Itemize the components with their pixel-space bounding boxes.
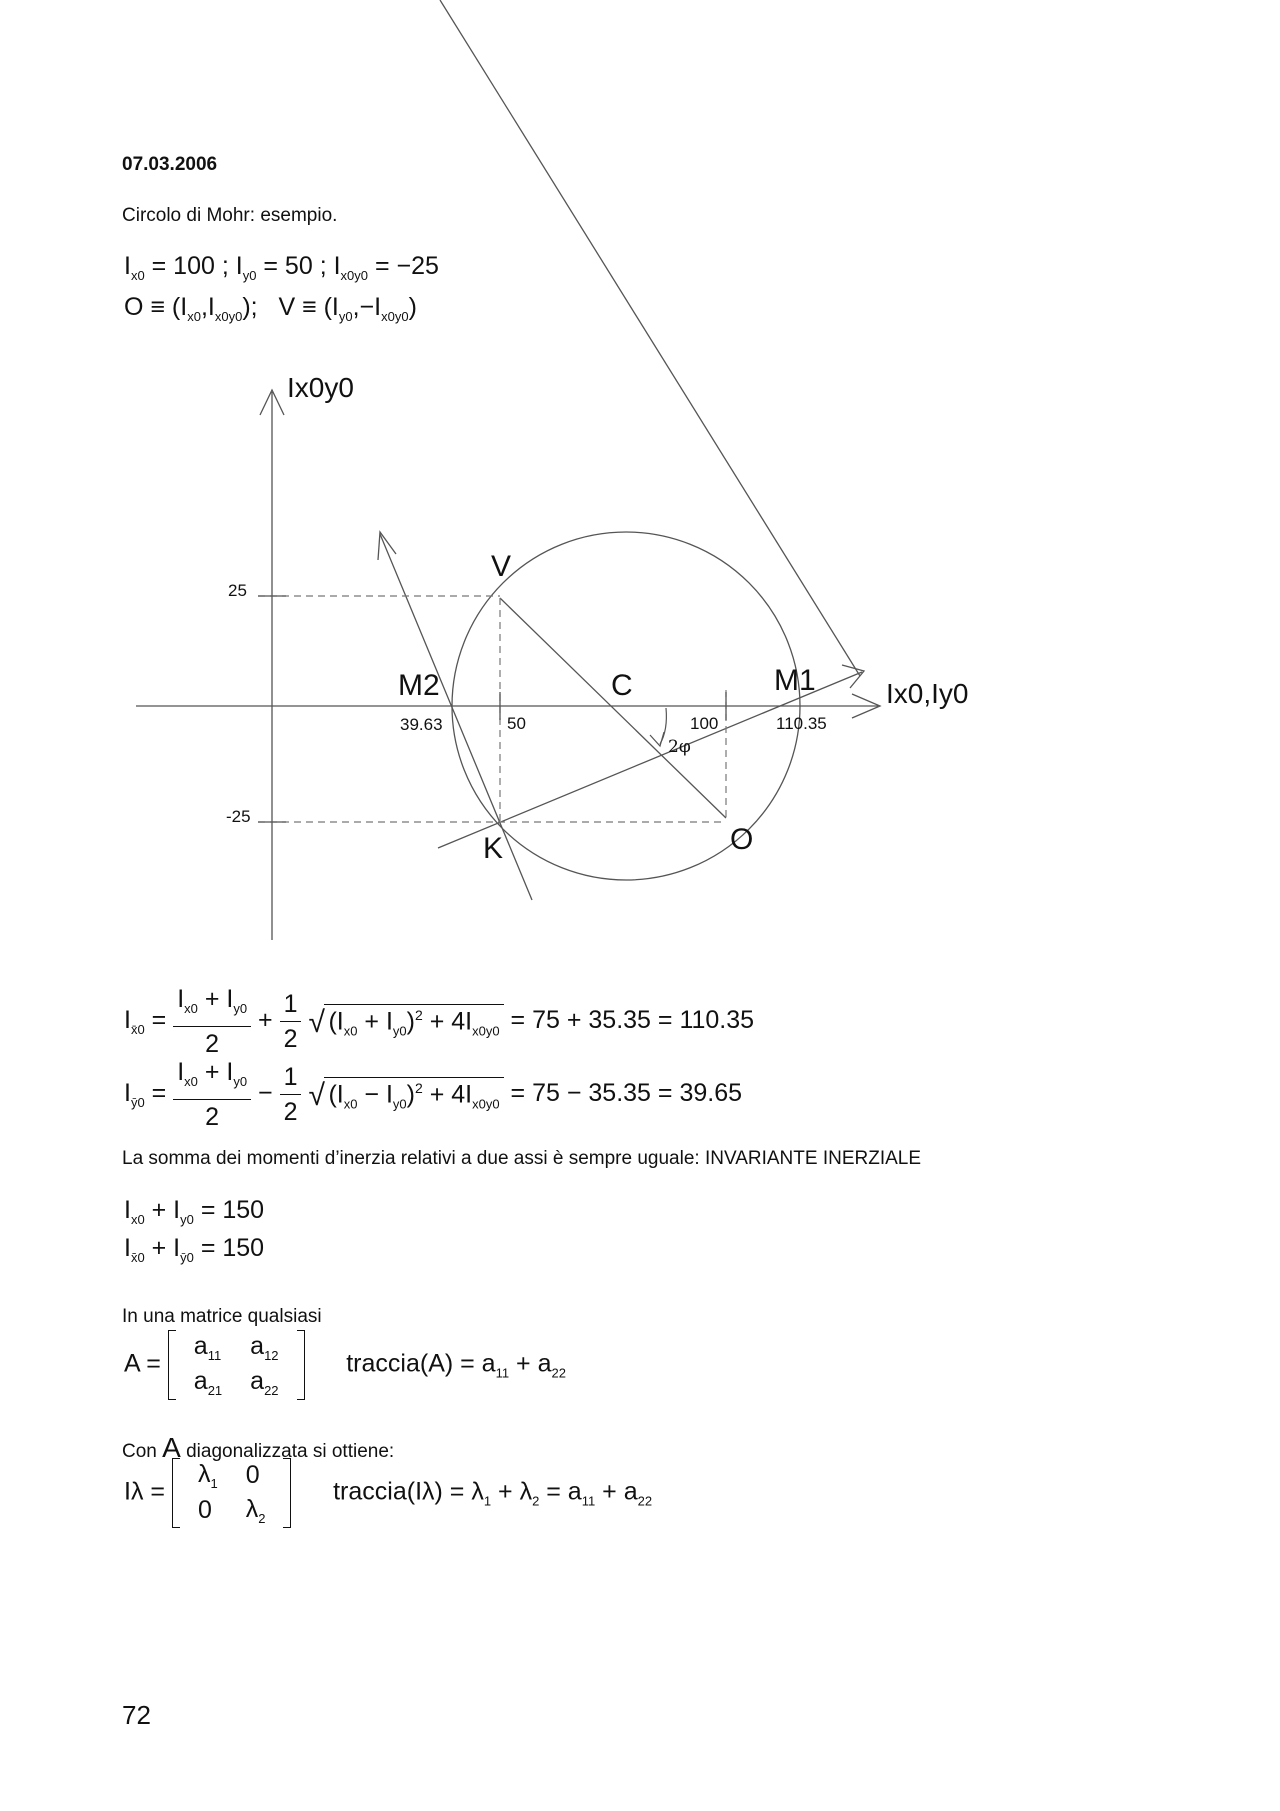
point-c-label: C <box>611 669 633 702</box>
tick-label-25: 25 <box>228 581 247 600</box>
sum-line-2: $I_{x̄0} + I_{ȳ0} = 150$ <box>124 1234 265 1265</box>
invariant-statement: La somma dei momenti d’inerzia relativi a due assi è sempre uguale: INVARIANTE INERZIALE <box>122 1148 922 1169</box>
matrix-a: $a_{11}$ $a_{12}$ $a_{21}$ $a_{22}$ <box>168 1330 305 1400</box>
matrix-intro: In una matrice qualsiasi <box>122 1306 322 1327</box>
formula-iy-min: $I_{ȳ0}$ = $\frac{I_{x0} + I_{y0}}{2}$ − $\frac{1}{2}$ √ $(I_{x0} - I_{y0})^2 + 4I_{x0y0} = 75 - 35.35 = 39.65$ <box>124 1055 742 1134</box>
tick-label-neg25: -25 <box>226 807 251 826</box>
section-title: Circolo di Mohr: esempio. <box>122 205 338 226</box>
given-values-line: $I_{x0} = 100$ ; $I_{y0} = 50$ ; $I_{x0y0} = -25$ <box>124 252 439 283</box>
tick-label-39-63: 39.63 <box>400 715 443 734</box>
y-axis-label: Ix0y0 <box>287 372 354 403</box>
point-m1-label: M1 <box>774 664 816 697</box>
document-date: 07.03.2006 <box>122 154 218 175</box>
diagonal-matrix: $\lambda_1$ 0 0 $\lambda_2$ <box>172 1458 291 1528</box>
tick-label-50: 50 <box>507 714 526 733</box>
tick-label-100: 100 <box>690 714 719 733</box>
sum-line-1: $I_{x0} + I_{y0} = 150$ <box>124 1196 265 1227</box>
diagonal-intro: Con A diagonalizzata si ottiene: <box>122 1432 395 1463</box>
point-k-label: K <box>483 832 504 865</box>
diagonal-matrix-equation: Iλ = $\lambda_1$ 0 0 $\lambda_2$ traccia(Iλ) = $\lambda_1 + \lambda_2 = a_{11} + a_{22}$ <box>124 1460 653 1526</box>
point-m2-label: M2 <box>398 669 440 702</box>
points-definition-line: $O \equiv (I_{x0},I_{x0y0})$; $V \equiv (I_{y0},-I_{x0y0})$ <box>124 293 417 324</box>
formula-ix-max: $I_{x̄0}$ = $\frac{I_{x0} + I_{y0}}{2}$ + $\frac{1}{2}$ √ $(I_{x0} + I_{y0})^2 + 4I_{x0y0} = 75 + 35.35 = 110.35$ <box>124 982 754 1061</box>
angle-label: 2φ <box>668 737 691 757</box>
tick-label-110-35: 110.35 <box>776 714 827 733</box>
matrix-a-equation: A = $a_{11}$ $a_{12}$ $a_{21}$ $a_{22}$ traccia(A) = $a_{11} + a_{22}$ <box>124 1332 566 1398</box>
x-axis-label: Ix0,Iy0 <box>886 678 969 709</box>
diameter-v-o <box>500 598 726 818</box>
point-v-label: V <box>491 550 512 583</box>
page-number: 72 <box>122 1700 151 1730</box>
point-o-label: O <box>730 823 754 856</box>
